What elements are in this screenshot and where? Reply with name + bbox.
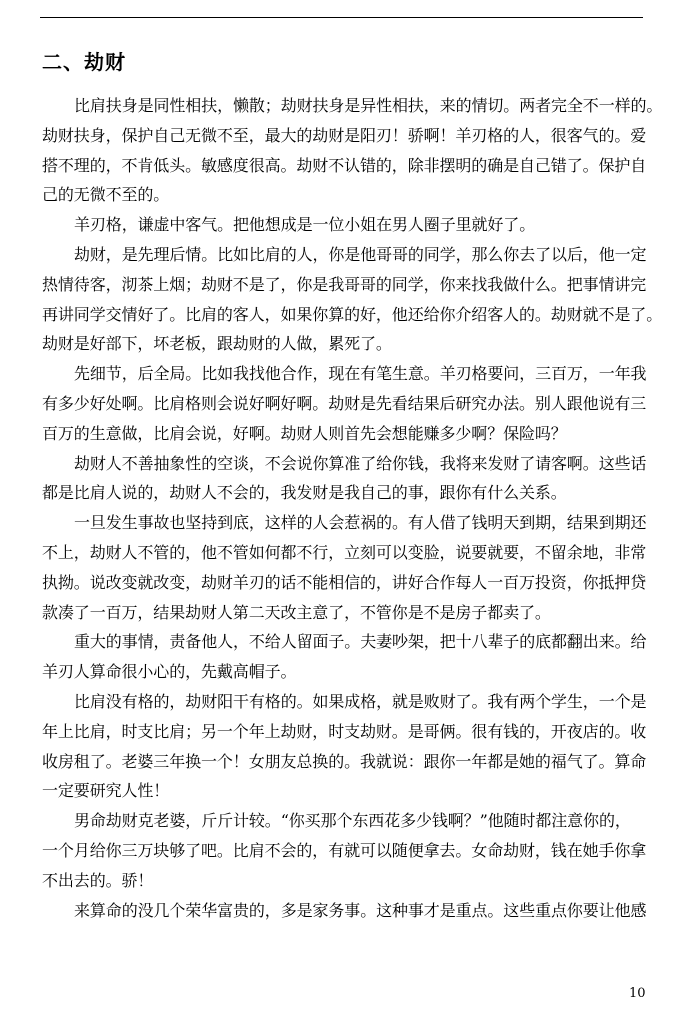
text-line: 劫财，是先理后情。比如比肩的人，你是他哥哥的同学，那么你去了以后，他一定 (74, 244, 647, 264)
paragraph (42, 806, 647, 895)
text-line: 劫财是好部下，坏老板，跟劫财的人做，累死了。 (42, 334, 392, 354)
text-line: 一个月给你三万块够了吧。比肩不会的，有就可以随便拿去。女命劫财，钱在她手你拿 (42, 840, 647, 860)
text-line: 不上，劫财人不管的，他不管如何都不行，立刻可以变脸，说要就要，不留余地，非常 (42, 542, 647, 562)
text-line: 一旦发生事故也坚持到底，这样的人会惹祸的。有人借了钱明天到期，结果到期还 (74, 513, 647, 533)
text-line: 劫财扶身，保护自己无微不至，最大的劫财是阳刃！骄啊！羊刃格的人，很客气的。爱 (42, 125, 647, 145)
text-line: 比肩扶身是同性相扶，懒散；劫财扶身是异性相扶，来的情切。两者完全不一样的。 (74, 96, 663, 115)
text-line: 热情待客，沏茶上烟；劫财不是了，你是我哥哥的同学，你来找我做什么。把事情讲完 (42, 274, 647, 294)
header-rule (40, 17, 643, 18)
document-body (42, 91, 663, 925)
section-title: 二、劫财 (42, 50, 126, 74)
paragraph (42, 508, 647, 627)
text-line: 先细节，后全局。比如我找他合作，现在有笔生意。羊刃格要问，三百万，一年我 (74, 364, 647, 384)
text-line: 重大的事情，责备他人，不给人留面子。夫妻吵架，把十八辈子的底都翻出来。给 (74, 632, 647, 652)
text-line: 羊刃人算命很小心的，先戴高帽子。 (42, 662, 297, 682)
text-line: 收房租了。老婆三年换一个！女朋友总换的。我就说：跟你一年都是她的福气了。算命 (42, 751, 647, 771)
text-line: 比肩没有格的，劫财阳干有格的。如果成格，就是败财了。我有两个学生，一个是 (74, 691, 647, 711)
text-line: 执拗。说改变就改变，劫财羊刃的话不能相信的，讲好合作每人一百万投资，你抵押贷 (42, 572, 647, 592)
paragraph (42, 627, 647, 687)
text-line: 有多少好处啊。比肩格则会说好啊好啊。劫财是先看结果后研究办法。别人跟他说有三 (42, 393, 647, 413)
text-line: 羊刃格，谦虚中客气。把他想成是一位小姐在男人圈子里就好了。 (74, 215, 536, 235)
paragraph (42, 91, 663, 210)
paragraph (42, 210, 642, 240)
paragraph (42, 449, 647, 509)
text-line: 都是比肩人说的，劫财人不会的，我发财是我自己的事，跟你有什么关系。 (42, 483, 567, 503)
text-line: 再讲同学交情好了。比肩的客人，如果你算的好，他还给你介绍客人的。劫财就不是了。 (42, 304, 663, 324)
text-line: 年上比肩，时支比肩；另一个年上劫财，时支劫财。是哥俩。很有钱的，开夜店的。收 (42, 721, 647, 741)
paragraph (42, 240, 663, 359)
text-line: 男命劫财克老婆，斤斤计较。“你买那个东西花多少钱啊？”他随时都注意你的， (74, 811, 631, 831)
page-number: 10 (629, 986, 646, 1001)
text-line: 来算命的没几个荣华富贵的，多是家务事。这种事才是重点。这些重点你要让他感 (74, 900, 647, 920)
paragraph (42, 687, 647, 806)
paragraph (42, 896, 647, 926)
text-line: 百万的生意做，比肩会说，好啊。劫财人则首先会想能赚多少啊？保险吗？ (42, 423, 567, 443)
text-line: 劫财人不善抽象性的空谈，不会说你算准了给你钱，我将来发财了请客啊。这些话 (74, 453, 647, 473)
text-line: 一定要研究人性！ (42, 781, 170, 801)
text-line: 款凑了一百万，结果劫财人第二天改主意了，不管你是不是房子都卖了。 (42, 602, 551, 622)
text-line: 不出去的。骄！ (42, 870, 154, 890)
text-line: 己的无微不至的。 (42, 185, 170, 205)
paragraph (42, 359, 647, 448)
text-line: 搭不理的，不肯低头。敏感度很高。劫财不认错的，除非摆明的确是自己错了。保护自 (42, 155, 647, 175)
